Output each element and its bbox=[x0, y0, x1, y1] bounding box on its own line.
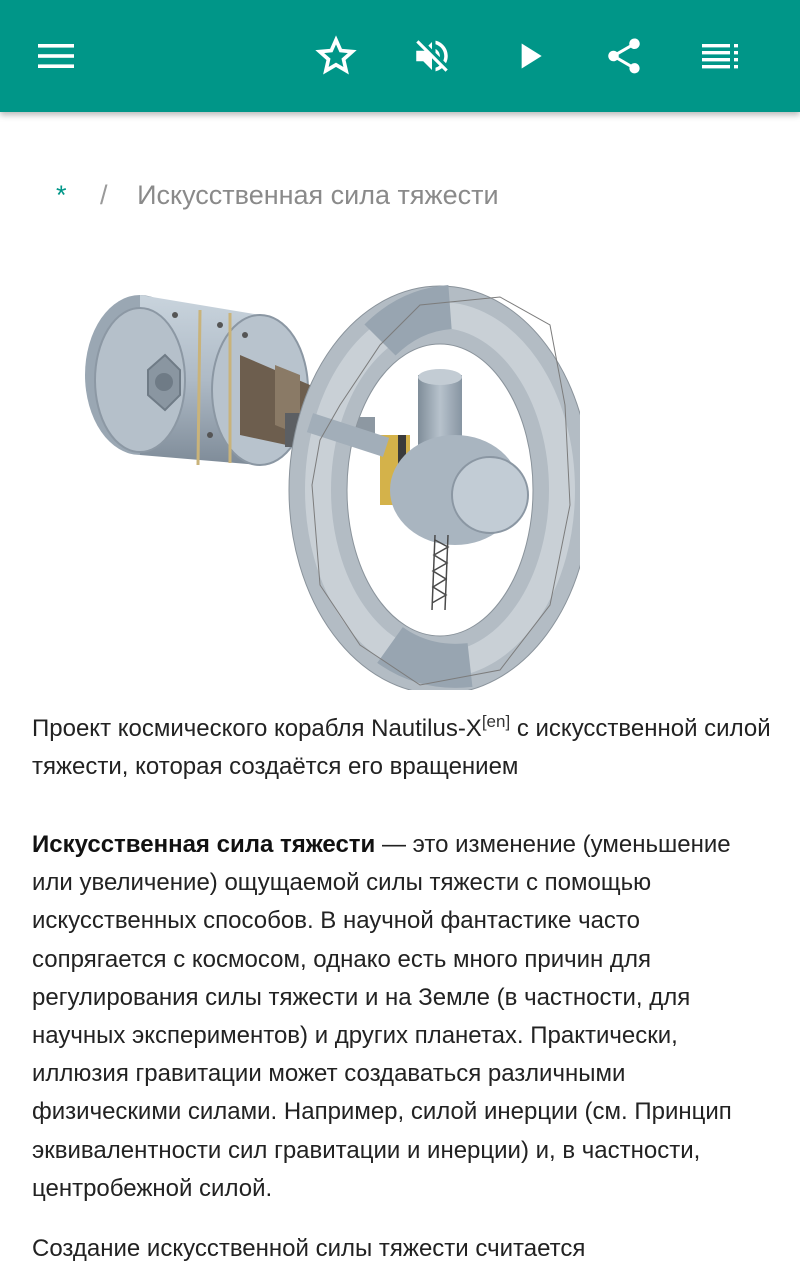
article-body bbox=[32, 826, 772, 1268]
figure-caption bbox=[32, 710, 772, 786]
share-button[interactable] bbox=[592, 24, 656, 88]
article-intro-text: — это изменение (уменьшение или увеличение) ощущаемой силы тяжести с помощью искусственных способов. В научной фантастике часто сопрягается с космосом, однако есть много причин для регулирования силы тяжести и на Земле (в частности, для научных экспериментов) и других планетах. Практически, иллюзия гравитации может создаваться различными физическими силами. Например, силой инерции (см. Принцип эквивалентности сил гравитации и инерции) и, в частности, центробежной силой. bbox=[32, 831, 732, 1202]
contents-button[interactable] bbox=[688, 24, 752, 88]
caption-language-link[interactable]: [en] bbox=[481, 712, 511, 731]
hamburger-menu-icon bbox=[36, 42, 76, 70]
app-bar bbox=[0, 0, 800, 112]
play-button[interactable] bbox=[498, 24, 562, 88]
breadcrumb-separator: / bbox=[100, 180, 108, 210]
favorite-button[interactable] bbox=[304, 24, 368, 88]
mute-button[interactable] bbox=[400, 24, 464, 88]
spacecraft-illustration[interactable] bbox=[80, 285, 580, 690]
article-paragraph bbox=[32, 1230, 772, 1268]
play-icon bbox=[510, 36, 550, 76]
breadcrumb-home-link[interactable]: * bbox=[56, 180, 67, 210]
breadcrumb-current: Искусственная сила тяжести bbox=[137, 180, 499, 210]
article-term: Искусственная сила тяжести bbox=[32, 831, 376, 858]
caption-text: Проект космического корабля Nautilus-X bbox=[32, 715, 482, 742]
article-paragraph bbox=[32, 826, 772, 1208]
breadcrumb bbox=[56, 180, 499, 211]
caption-tail: с искусственной силой тяжести, которая создаётся его вращением bbox=[32, 715, 771, 780]
star-outline-icon bbox=[315, 35, 357, 77]
menu-button[interactable] bbox=[24, 24, 88, 88]
list-icon bbox=[700, 42, 740, 70]
article-next-text: Создание искусственной силы тяжести считается bbox=[32, 1235, 586, 1263]
volume-off-icon bbox=[411, 35, 453, 77]
share-icon bbox=[603, 35, 645, 77]
